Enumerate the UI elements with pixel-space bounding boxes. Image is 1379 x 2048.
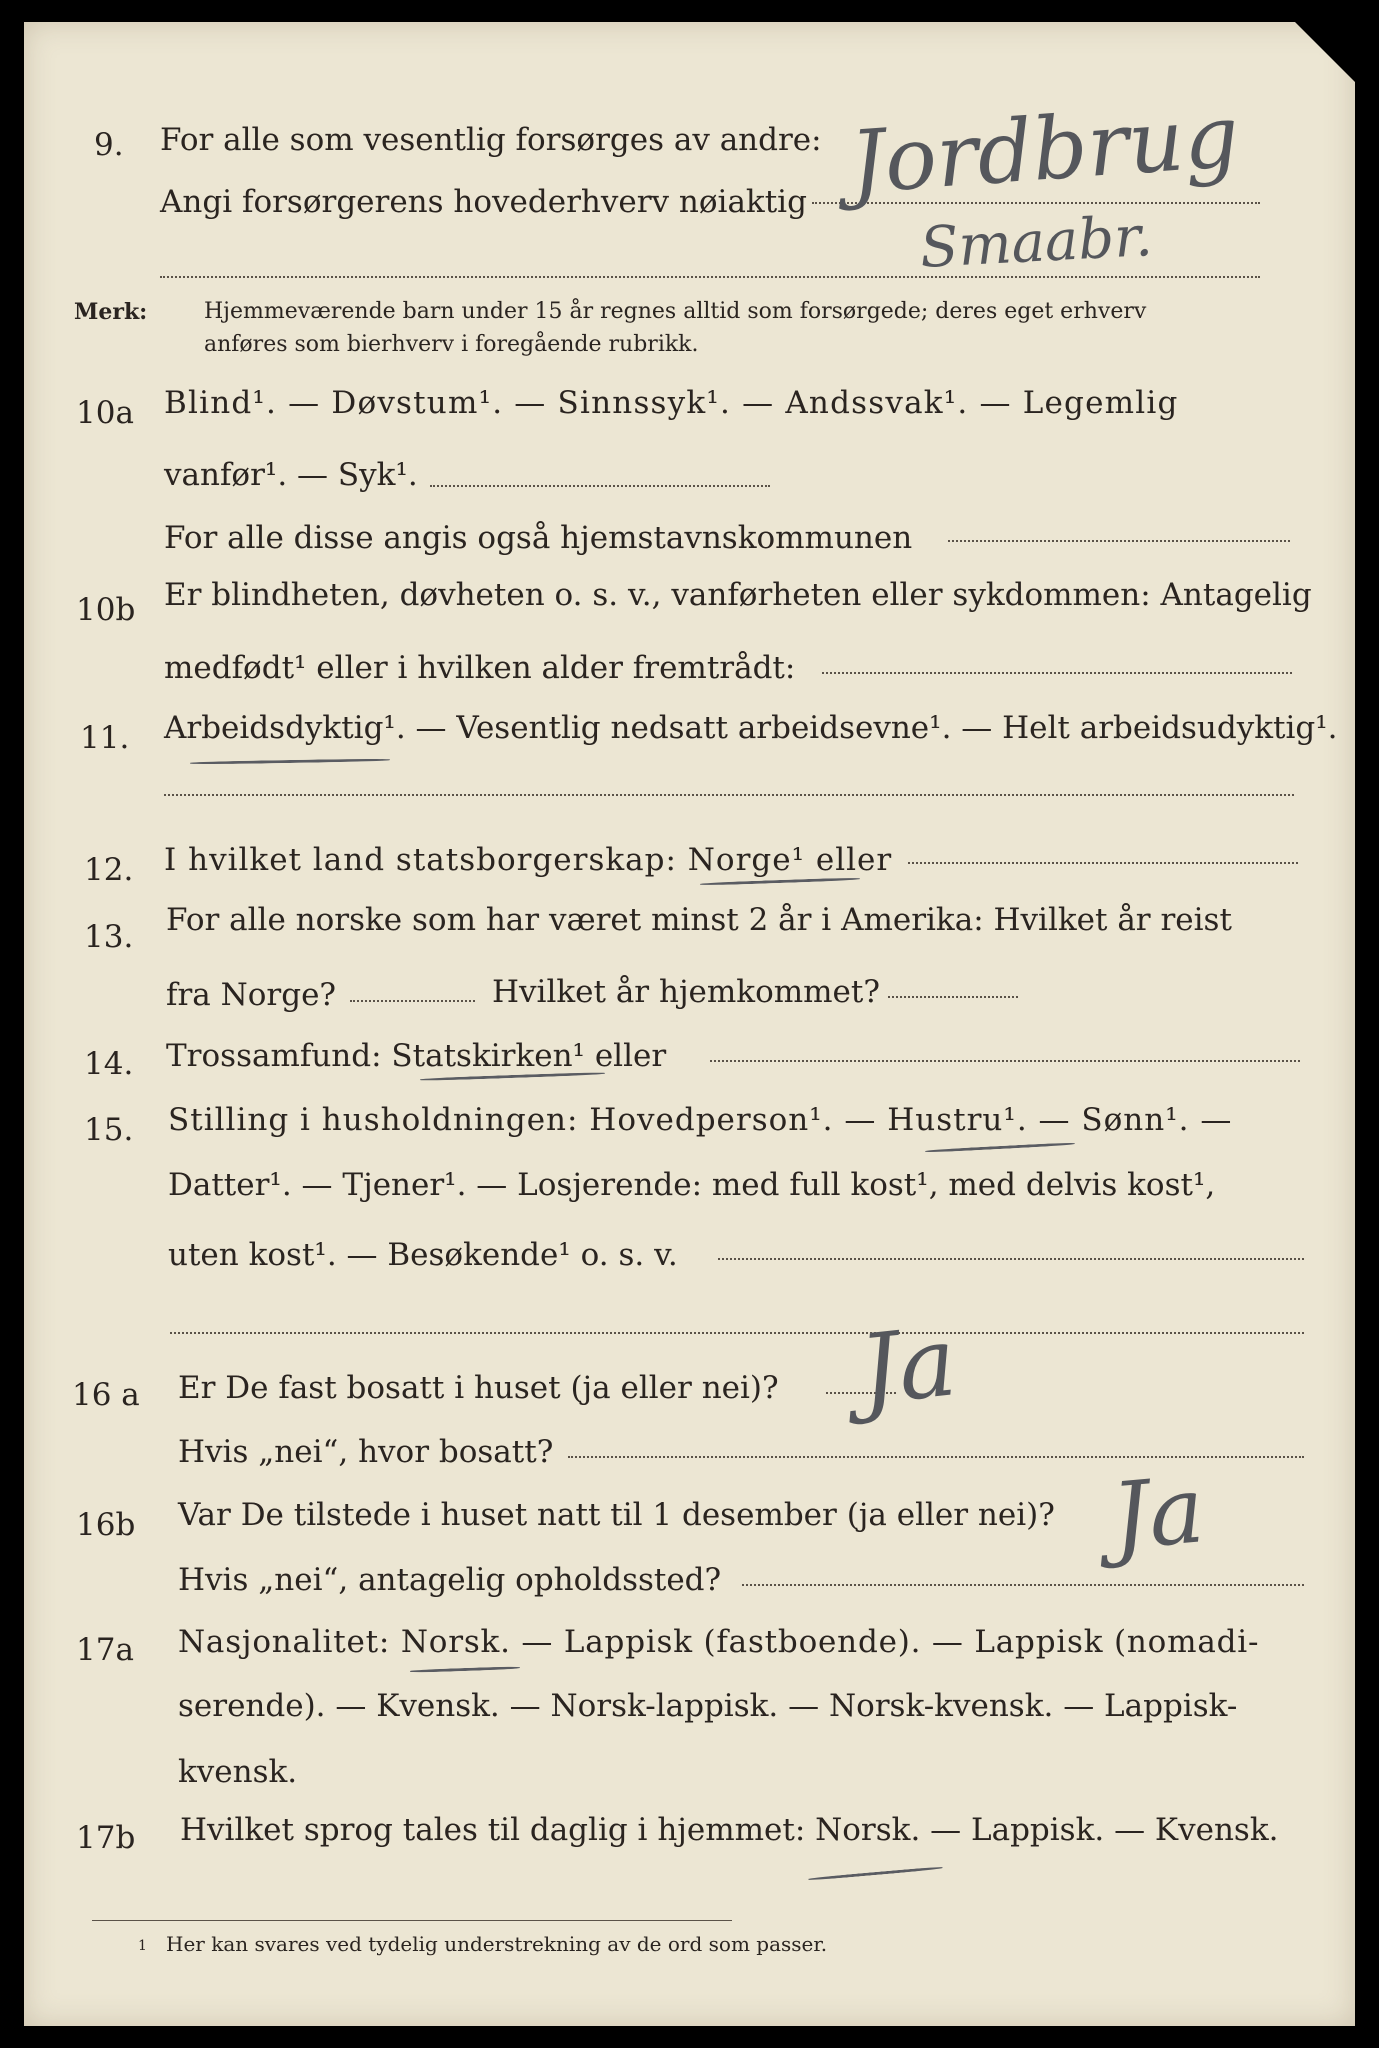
q16b-line2: Hvis „nei“, antagelig opholdssted?: [178, 1562, 722, 1598]
q15-answer-line2: [170, 1332, 1304, 1334]
q10a-line3: For alle disse angis også hjemstavnskommunen: [164, 520, 913, 556]
q10b-line2: medfødt¹ eller i hvilken alder fremtrådt:: [164, 650, 796, 686]
q13-line2a: fra Norge?: [166, 977, 337, 1013]
q9-handwritten-answer1: Jordbrug: [846, 86, 1243, 214]
q17b-line1: Hvilket sprog tales til daglig i hjemmet: Norsk. — Lappisk. — Kvensk.: [180, 1812, 1279, 1848]
q9-number: 9.: [94, 127, 124, 163]
footnote-mark: 1: [138, 1938, 147, 1954]
merk-line1: Hjemmeværende barn under 15 år regnes alltid som forsørgede; deres eget erhverv: [204, 299, 1147, 324]
q16b-location-line: [742, 1584, 1304, 1586]
q9-line2: Angi forsørgerens hovederhverv nøiaktig: [160, 184, 807, 220]
q14-number: 14.: [84, 1046, 134, 1082]
q16a-number: 16 a: [72, 1377, 140, 1413]
folded-corner: [1295, 22, 1355, 82]
merk-line2: anføres som bierhverv i foregående rubrikk.: [204, 332, 699, 357]
q15-line2: Datter¹. — Tjener¹. — Losjerende: med full kost¹, med delvis kost¹,: [168, 1167, 1216, 1203]
q12-number: 12.: [84, 852, 134, 888]
q9-handwritten-answer2: Smaabr.: [918, 203, 1155, 282]
q16b-number: 16b: [76, 1507, 136, 1543]
merk-label: Merk:: [74, 299, 148, 325]
q9-answer-line2: [160, 276, 1260, 278]
q10b-answer-line: [822, 672, 1292, 674]
q15-number: 15.: [84, 1112, 134, 1148]
q10b-number: 10b: [76, 592, 136, 628]
q15-line1: Stilling i husholdningen: Hovedperson¹. — Hustru¹. — Sønn¹. —: [168, 1102, 1233, 1138]
q16a-line1: Er De fast bosatt i huset (ja eller nei)?: [178, 1370, 779, 1406]
q17a-number: 17a: [76, 1632, 134, 1668]
q10a-line2: vanfør¹. — Syk¹.: [164, 457, 418, 493]
q13-year-returned-line: [888, 996, 1018, 998]
q16b-handwritten-answer: Ja: [1107, 1456, 1209, 1571]
q12-line1: I hvilket land statsborgerskap: Norge¹ eller: [164, 842, 893, 878]
q10a-hometown-line: [948, 540, 1290, 542]
q17b-number: 17b: [76, 1820, 136, 1856]
q13-number: 13.: [84, 919, 134, 955]
q16b-line1: Var De tilstede i huset natt til 1 desember (ja eller nei)?: [178, 1497, 1055, 1533]
q11-line1: Arbeidsdyktig¹. — Vesentlig nedsatt arbeidsevne¹. — Helt arbeidsudyktig¹.: [164, 710, 1338, 746]
q17a-line1: Nasjonalitet: Norsk. — Lappisk (fastboende). — Lappisk (nomadi-: [178, 1624, 1260, 1660]
q15-answer-line: [718, 1258, 1304, 1260]
q13-line2b: Hvilket år hjemkommet?: [492, 974, 880, 1010]
q16a-handwritten-answer: Ja: [854, 1305, 962, 1427]
footnote-divider: [92, 1920, 732, 1921]
q12-answer-line: [908, 862, 1298, 864]
q10a-answer-line: [430, 485, 770, 487]
footnote-text: Her kan svares ved tydelig understrekning av de ord som passer.: [166, 1932, 828, 1956]
q10a-line1: Blind¹. — Døvstum¹. — Sinnssyk¹. — Andssvak¹. — Legemlig: [164, 385, 1179, 421]
q11-answer-line: [164, 794, 1294, 796]
q13-line1: For alle norske som har været minst 2 år i Amerika: Hvilket år reist: [166, 902, 1232, 938]
q10a-number: 10a: [76, 395, 134, 431]
q15-line3: uten kost¹. — Besøkende¹ o. s. v.: [168, 1237, 678, 1273]
q9-line1: For alle som vesentlig forsørges av andre:: [160, 122, 822, 158]
q17a-line2: serende). — Kvensk. — Norsk-lappisk. — Norsk-kvensk. — Lappisk-: [178, 1688, 1238, 1724]
q10b-line1: Er blindheten, døvheten o. s. v., vanførheten eller sykdommen: Antagelig: [164, 577, 1312, 613]
q17a-line3: kvensk.: [178, 1754, 298, 1790]
q14-answer-line: [710, 1060, 1300, 1062]
q14-line1: Trossamfund: Statskirken¹ eller: [166, 1038, 667, 1074]
q11-number: 11.: [80, 720, 130, 756]
q13-year-left-line: [350, 1000, 475, 1002]
q16a-line2: Hvis „nei“, hvor bosatt?: [178, 1434, 554, 1470]
